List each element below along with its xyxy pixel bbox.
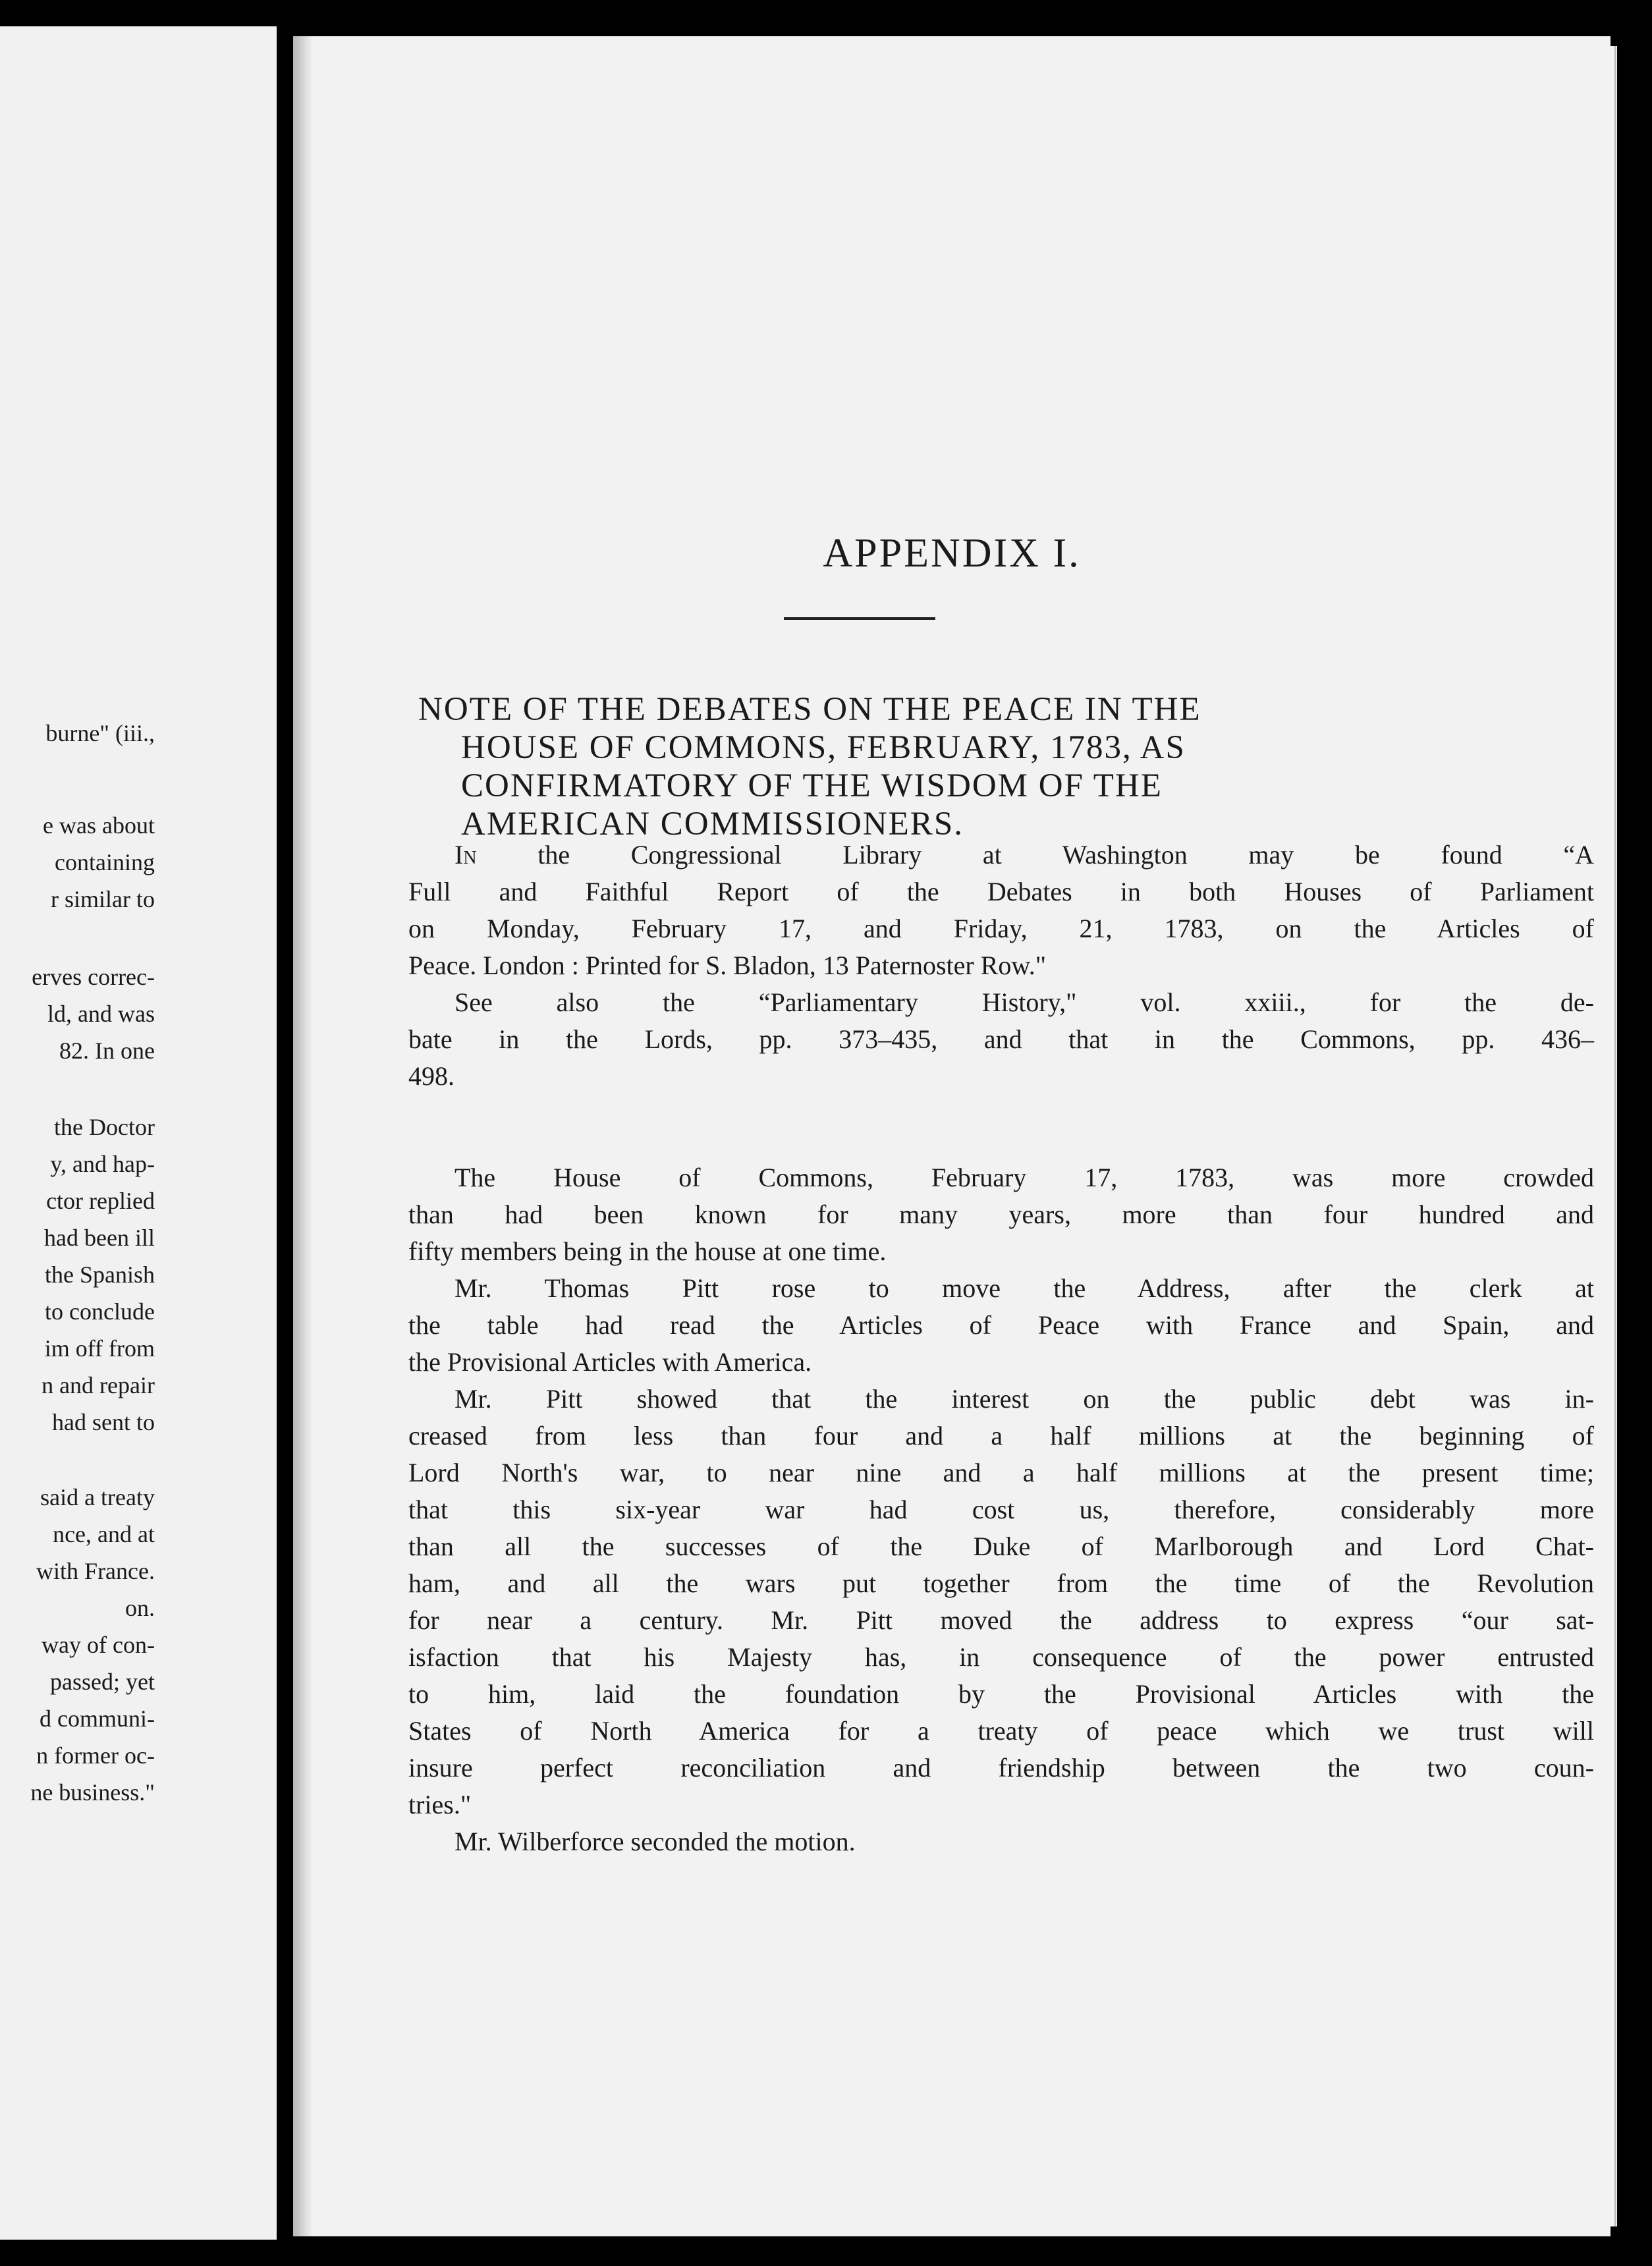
body-paragraph [408,1381,1594,1823]
text-line: the table had read the Articles of Peace with France and Spain, and [408,1310,1594,1340]
title-rule [784,617,935,620]
body-paragraph [408,1270,1594,1381]
subtitle-line: CONFIRMATORY OF THE WISDOM OF THE [461,767,1163,804]
left-line: had sent to [52,1409,155,1435]
left-line: 82. In one [59,1037,155,1064]
left-line: the Spanish [45,1261,155,1288]
text-line: Mr. Wilberforce seconded the motion. [454,1827,856,1856]
text-line: Peace. London : Printed for S. Bladon, 13 Paternoster Row." [408,951,1047,980]
text-line: that this six-year war had cost us, therefore, considerably more [408,1495,1594,1524]
subtitle-line: AMERICAN COMMISSIONERS. [461,806,964,843]
text-line: for near a century. Mr. Pitt moved the address to express “our sat- [408,1605,1594,1635]
text-line: bate in the Lords, pp. 373–435, and that in the Commons, pp. 436– [408,1024,1594,1054]
text-line: Full and Faithful Report of the Debates in both Houses of Parliament [408,877,1594,906]
left-line: on. [125,1595,155,1621]
left-line: way of con- [41,1632,155,1658]
left-line: nce, and at [53,1521,155,1547]
left-line: im off from [44,1335,155,1362]
left-line: y, and hap- [50,1151,155,1177]
intro-paragraph [408,837,1594,1095]
gutter-shadow [293,36,313,2236]
text-line: Mr. Thomas Pitt rose to move the Address, after the clerk at [454,1273,1594,1303]
body-paragraph [408,1159,1594,1270]
left-line: the Doctor [54,1114,155,1140]
right-page [293,36,1611,2236]
left-line: burne" (iii., [45,720,155,746]
text-line: The House of Commons, February 17, 1783, was more crowded [454,1163,1594,1192]
text-line: isfaction that his Majesty has, in consequence of the power entrusted [408,1642,1594,1672]
left-line: n and repair [41,1372,155,1398]
subtitle-line: NOTE OF THE DEBATES ON THE PEACE IN THE [418,691,1201,728]
text-line: than all the successes of the Duke of Marlborough and Lord Chat- [408,1532,1594,1561]
left-line: d communi- [40,1705,155,1732]
appendix-subtitle [418,690,1597,843]
left-line: n former oc- [36,1742,155,1769]
text-line: to him, laid the foundation by the Provisional Articles with the [408,1679,1594,1709]
text-line: States of North America for a treaty of peace which we trust will [408,1716,1594,1746]
text-line: on Monday, February 17, and Friday, 21, 1783, on the Articles of [408,914,1594,943]
left-line: to conclude [45,1298,155,1325]
left-line: containing [55,849,155,875]
left-line: passed; yet [50,1669,155,1695]
text-line: 498. [408,1061,454,1091]
left-line: e was about [43,812,155,839]
intro-lead: In [454,840,477,870]
left-line: ld, and was [47,1001,155,1027]
left-line: said a treaty [40,1484,155,1510]
text-fragment: the Congressional Library at Washington may be found “A [476,840,1594,870]
text-line: insure perfect reconciliation and friendship between the two coun- [408,1753,1594,1782]
left-line: ctor replied [46,1188,155,1214]
text-line [408,837,1594,873]
text-line: the Provisional Articles with America. [408,1347,812,1377]
text-line: tries." [408,1790,472,1819]
text-line: than had been known for many years, more than four hundred and [408,1200,1594,1229]
left-line: with France. [36,1558,155,1584]
left-line: r similar to [51,886,155,912]
body-paragraph [408,1823,1594,1860]
left-line: erves correc- [32,964,155,990]
text-line: Mr. Pitt showed that the interest on the public debt was in- [454,1384,1594,1414]
text-line: fifty members being in the house at one time. [408,1236,887,1266]
left-line: had been ill [44,1225,155,1251]
left-facing-page [0,26,277,2240]
text-line: ham, and all the wars put together from the time of the Revolution [408,1568,1594,1598]
subtitle-line: HOUSE OF COMMONS, FEBRUARY, 1783, AS [461,729,1186,766]
text-line: creased from less than four and a half millions at the beginning of [408,1421,1594,1451]
text-line: Lord North's war, to near nine and a half millions at the present time; [408,1458,1594,1487]
appendix-title: APPENDIX I. [823,531,1081,576]
text-line: See also the “Parliamentary History," vol. xxiii., for the de- [454,987,1594,1017]
left-line: ne business." [30,1779,155,1806]
body-text [408,1159,1594,1860]
